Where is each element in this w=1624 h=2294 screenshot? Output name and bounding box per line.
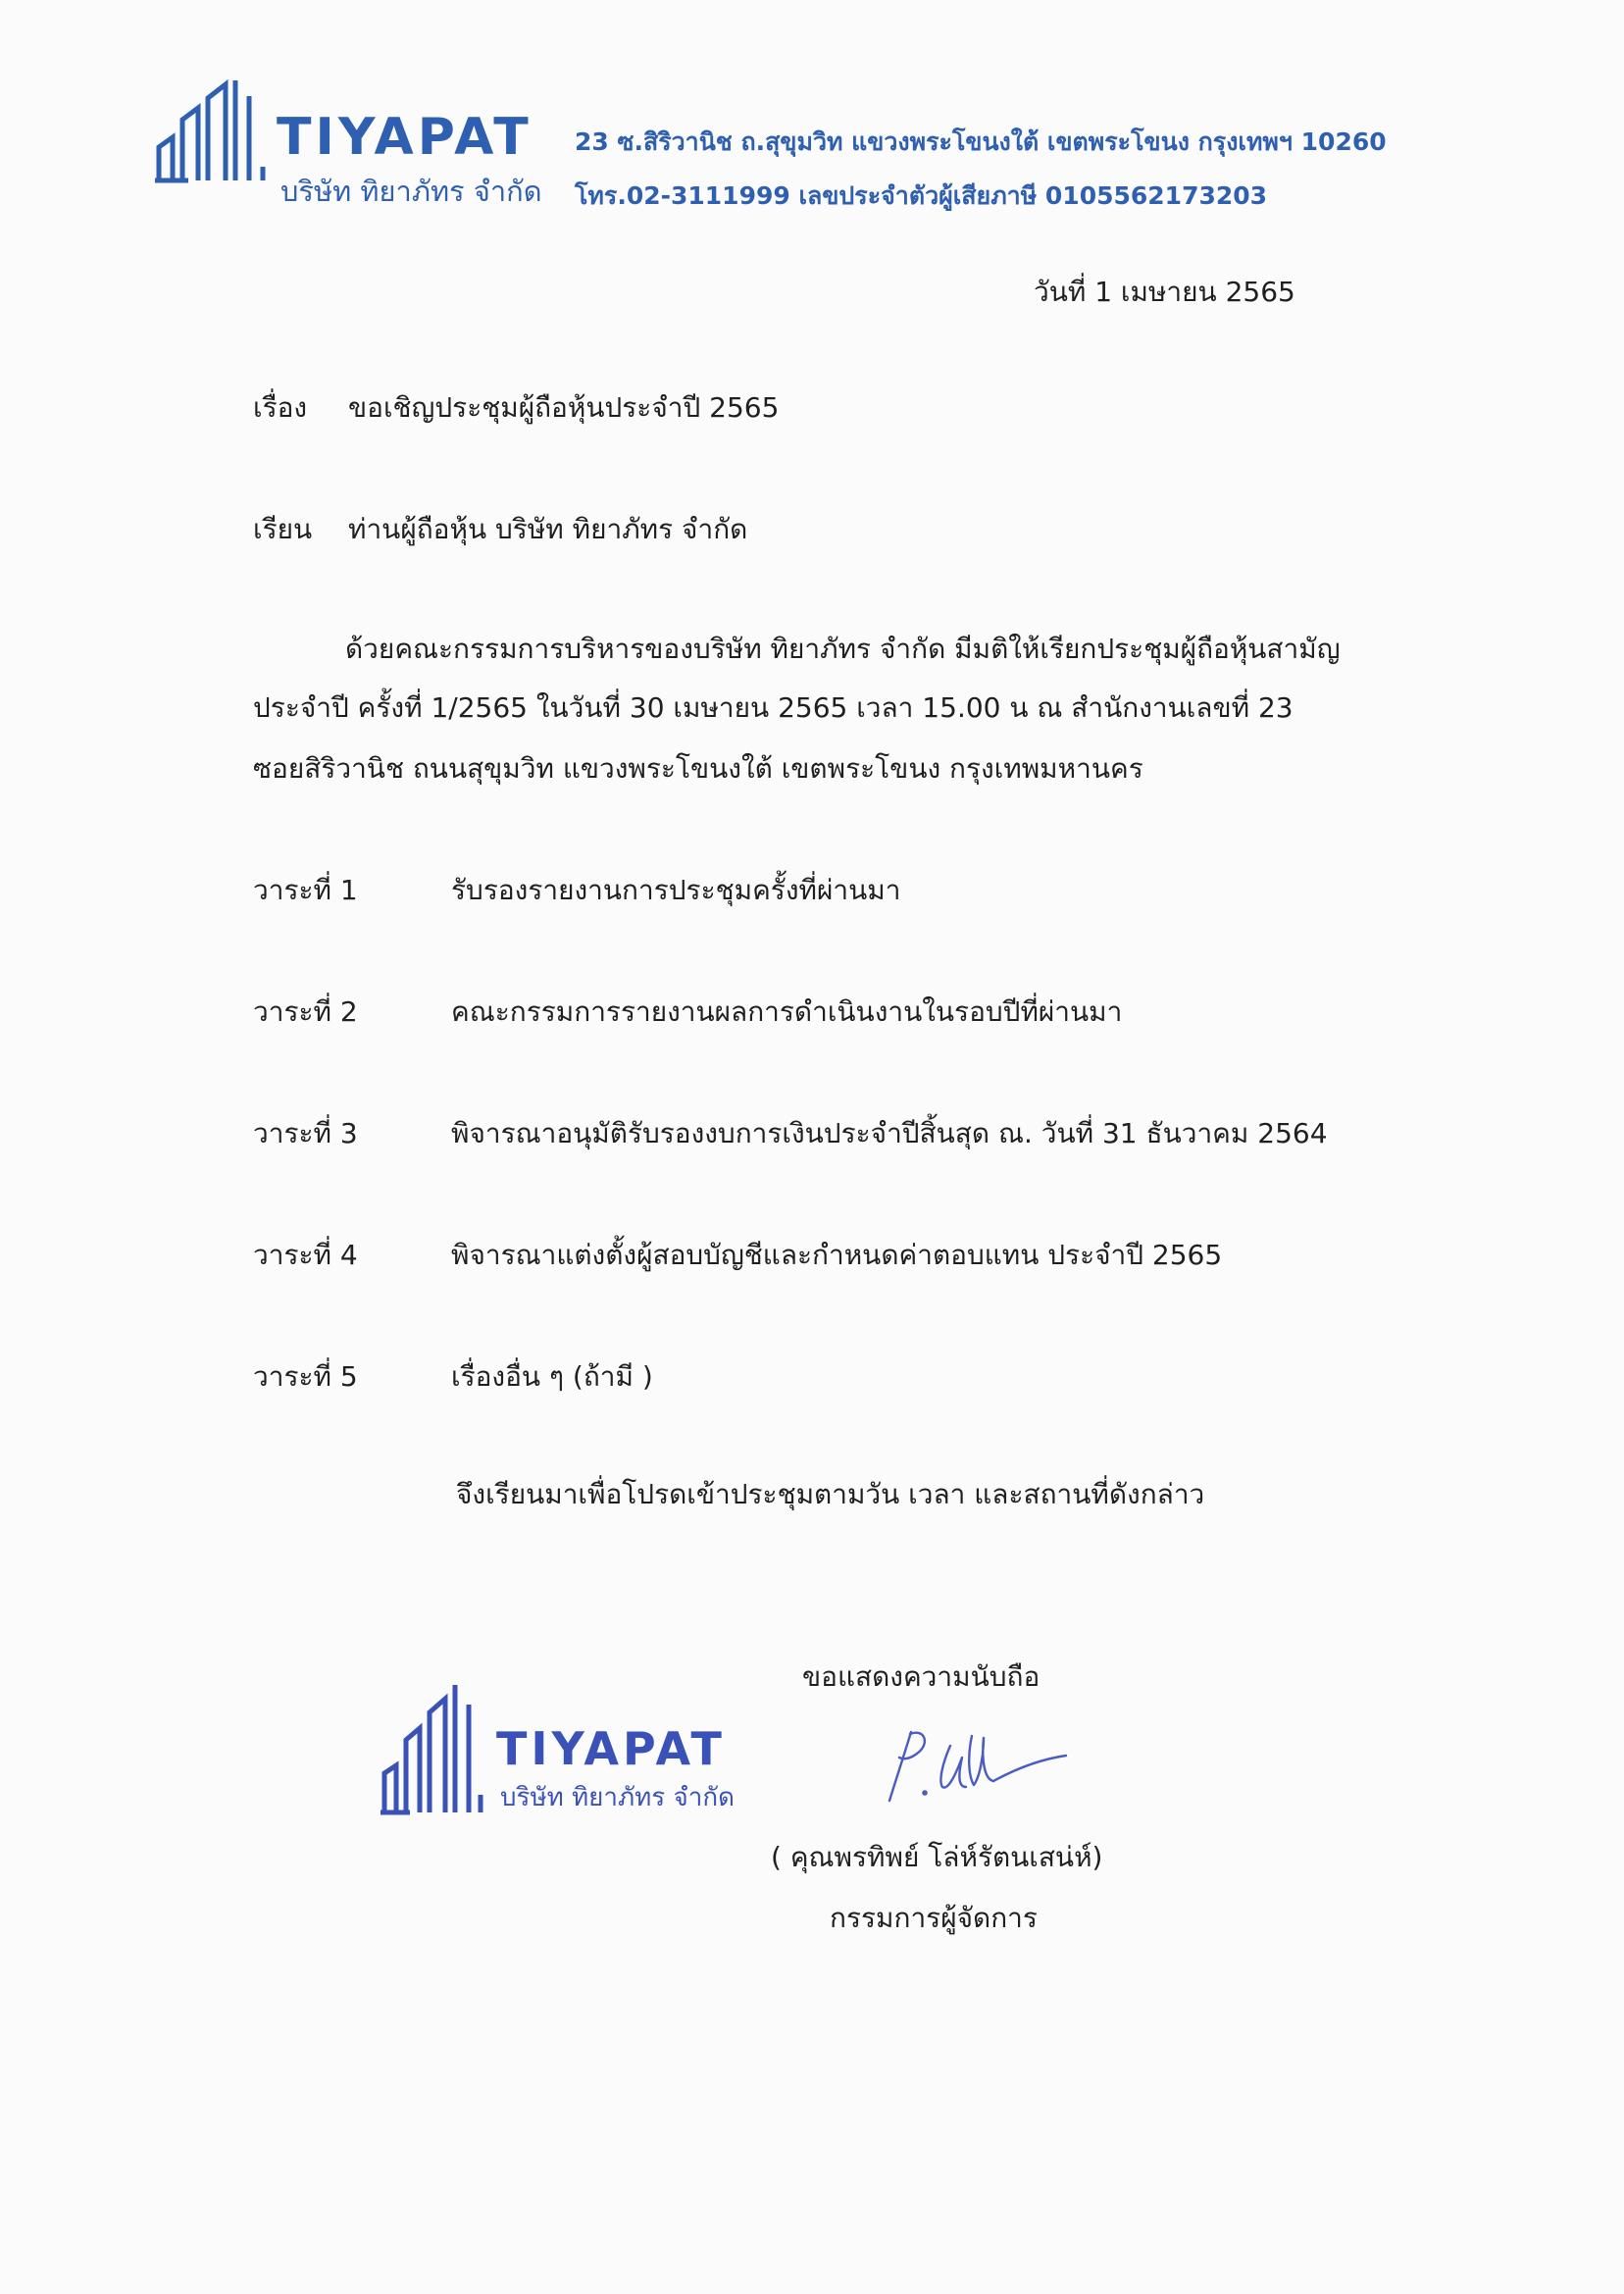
signer-name: ( คุณพรทิพย์ โล่ห์รัตนเสน่ห์) bbox=[771, 1841, 1103, 1873]
body-line: ซอยสิริวานิช ถนนสุขุมวิท แขวงพระโขนงใต้ เขตพระโขนง กรุงเทพมหานคร bbox=[253, 752, 1143, 785]
body-line: ประจำปี ครั้งที่ 1/2565 ในวันที่ 30 เมษายน 2565 เวลา 15.00 น ณ สำนักงานเลขที่ 23 bbox=[253, 691, 1294, 724]
subject-text: ขอเชิญประชุมผู้ถือหุ้นประจำปี 2565 bbox=[348, 391, 780, 424]
agenda-label: วาระที่ 4 bbox=[253, 1239, 358, 1271]
recipient-text: ท่านผู้ถือหุ้น บริษัท ทิยาภัทร จำกัด bbox=[348, 513, 748, 545]
agenda-label: วาระที่ 1 bbox=[253, 874, 358, 906]
company-name: บริษัท ทิยาภัทร จำกัด bbox=[280, 175, 542, 208]
stamp-building-logo-icon bbox=[381, 1679, 486, 1816]
closing-text: จึงเรียนมาเพื่อโปรดเข้าประชุมตามวัน เวลา และสถานที่ดังกล่าว bbox=[456, 1478, 1205, 1510]
agenda-text: คณะกรรมการรายงานผลการดำเนินงานในรอบปีที่ผ่านมา bbox=[451, 995, 1123, 1028]
document-date: วันที่ 1 เมษายน 2565 bbox=[1034, 276, 1295, 308]
company-address: 23 ซ.สิริวานิช ถ.สุขุมวิท แขวงพระโขนงใต้ เขตพระโขนง กรุงเทพฯ 10260 bbox=[575, 127, 1387, 156]
subject-label: เรื่อง bbox=[253, 391, 308, 424]
brand-name: TIYAPAT bbox=[277, 108, 533, 167]
agenda-label: วาระที่ 3 bbox=[253, 1117, 358, 1149]
recipient-label: เรียน bbox=[253, 513, 313, 545]
agenda-label: วาระที่ 2 bbox=[253, 995, 358, 1028]
stamp-company-name: บริษัท ทิยาภัทร จำกัด bbox=[500, 1783, 735, 1812]
building-logo-icon bbox=[155, 76, 271, 184]
agenda-text: พิจารณาอนุมัติรับรองงบการเงินประจำปีสิ้นสุด ณ. วันที่ 31 ธันวาคม 2564 bbox=[451, 1117, 1328, 1149]
agenda-label: วาระที่ 5 bbox=[253, 1360, 358, 1393]
stamp-brand-name: TIYAPAT bbox=[496, 1722, 726, 1775]
agenda-text: รับรองรายงานการประชุมครั้งที่ผ่านมา bbox=[451, 874, 901, 906]
handwritten-signature bbox=[878, 1718, 1074, 1809]
body-line: ด้วยคณะกรรมการบริหารของบริษัท ทิยาภัทร จำกัด มีมติให้เรียกประชุมผู้ถือหุ้นสามัญ bbox=[345, 633, 1341, 665]
agenda-text: พิจารณาแต่งตั้งผู้สอบบัญชีและกำหนดค่าตอบแทน ประจำปี 2565 bbox=[451, 1239, 1223, 1271]
agenda-text: เรื่องอื่น ๆ (ถ้ามี ) bbox=[451, 1360, 653, 1393]
company-contact: โทร.02-3111999 เลขประจำตัวผู้เสียภาษี 0105562173203 bbox=[575, 181, 1268, 210]
regards-text: ขอแสดงความนับถือ bbox=[802, 1660, 1040, 1693]
signer-position: กรรมการผู้จัดการ bbox=[830, 1902, 1038, 1934]
